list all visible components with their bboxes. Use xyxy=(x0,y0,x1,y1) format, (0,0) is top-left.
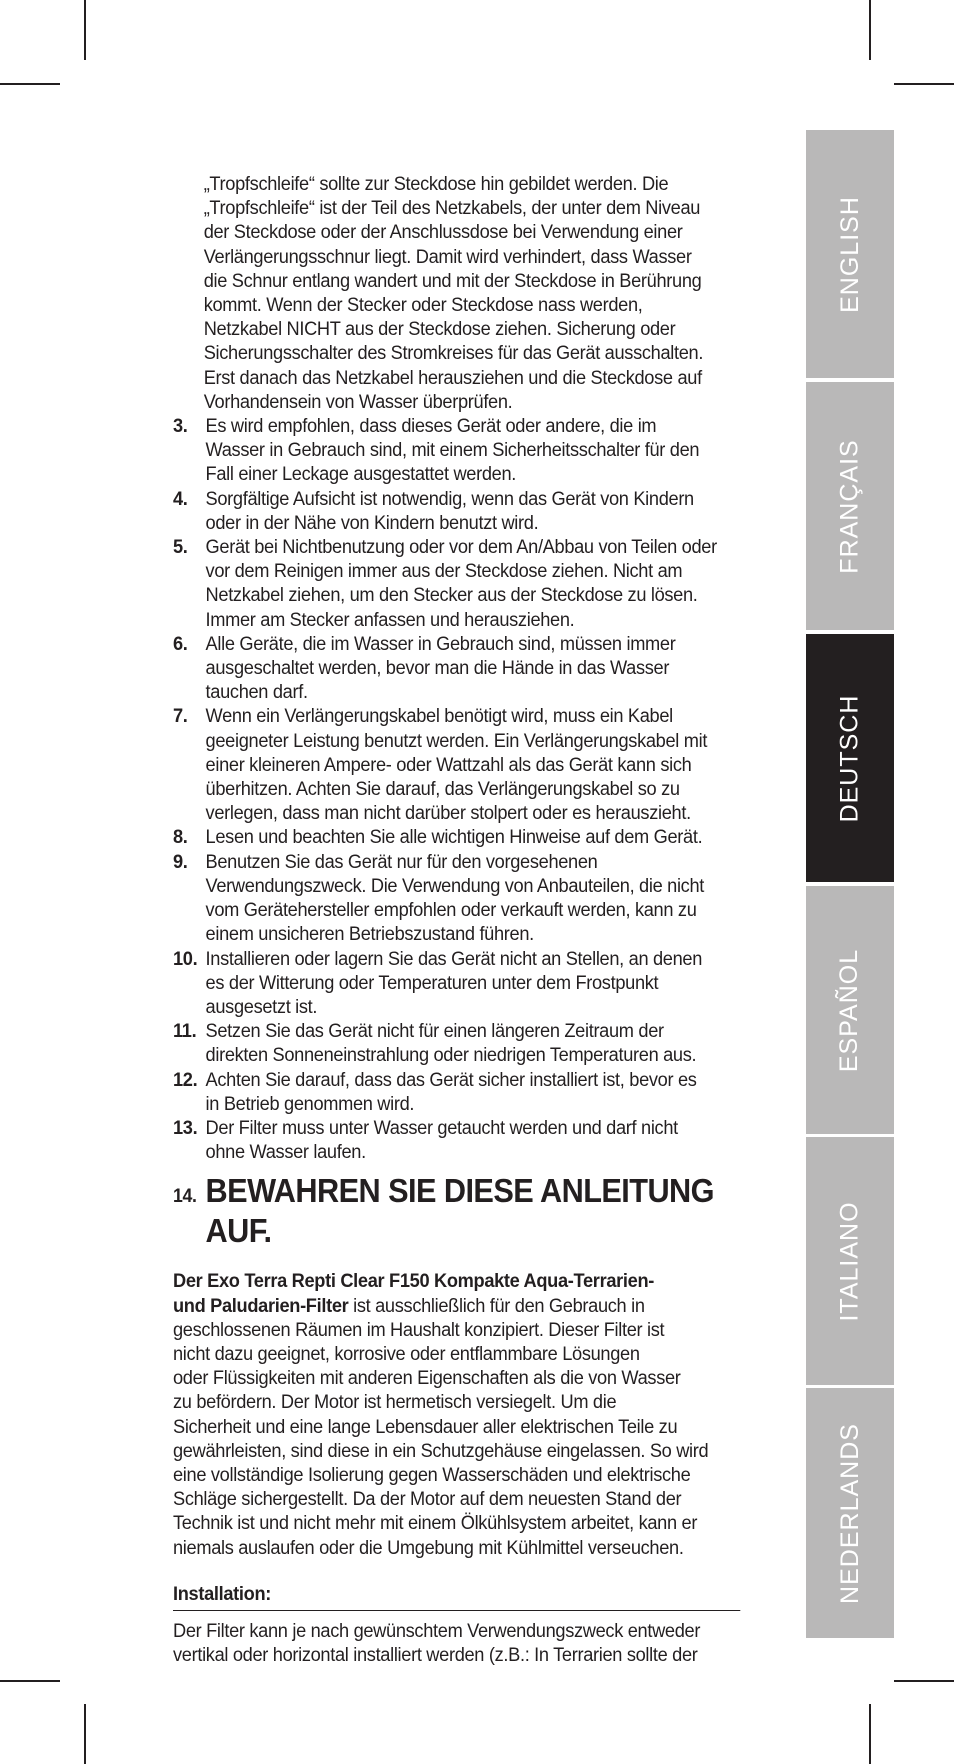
list-item-line: einem unsicheren Betriebszustand führen. xyxy=(205,923,534,946)
list-item-line: vom Gerätehersteller empfohlen oder verkauft werden, kann zu xyxy=(205,899,697,922)
list-text xyxy=(206,535,741,632)
list-item-14 xyxy=(173,1171,740,1251)
description-line: Schläge sichergestellt. Da der Motor auf dem neuesten Stand der xyxy=(173,1488,682,1511)
list-item xyxy=(173,414,740,487)
installation-heading: Installation: xyxy=(173,1582,740,1611)
installation-line: Der Filter kann je nach gewünschtem Verwendungszweck entweder xyxy=(173,1619,701,1642)
language-tab-nederlands[interactable] xyxy=(806,1388,894,1638)
intro-line: Erst danach das Netzkabel herausziehen und die Steckdose auf xyxy=(203,366,702,389)
list-item xyxy=(173,535,740,632)
description-line: oder Flüssigkeiten mit anderen Eigenschaften als die von Wasser xyxy=(173,1367,681,1390)
intro-line: der Steckdose oder der Anschlussdose bei Verwendung einer xyxy=(203,221,683,244)
list-number: 6. xyxy=(173,632,188,655)
list-number: 4. xyxy=(173,487,188,510)
list-item xyxy=(173,487,740,535)
list-number: 9. xyxy=(173,850,188,873)
list-item-line: Wenn ein Verlängerungskabel benötigt wird, muss ein Kabel xyxy=(205,705,673,728)
description-line: gewährleisten, sind diese in ein Schutzgehäuse eingelassen. So wird xyxy=(173,1439,709,1462)
list-number: 3. xyxy=(173,415,188,438)
list-item-line: Wasser in Gebrauch sind, mit einem Sicherheitsschalter für den xyxy=(205,439,700,462)
list-item-line: Gerät bei Nichtbenutzung oder vor dem An/Abbau von Teilen oder xyxy=(205,536,717,559)
crop-mark-bottom-left-horizontal xyxy=(0,1680,60,1682)
list-item-line: Alle Geräte, die im Wasser in Gebrauch sind, müssen immer xyxy=(205,632,676,655)
crop-mark-bottom-right-vertical xyxy=(869,1704,871,1764)
list-item-line: Verwendungszweck. Die Verwendung von Anbauteilen, die nicht xyxy=(205,874,705,897)
list-number: 5. xyxy=(173,536,188,559)
intro-line: Vorhandensein von Wasser überprüfen. xyxy=(203,390,513,413)
intro-line: die Schnur entlang wandert und mit der Steckdose in Berührung xyxy=(203,269,702,292)
list-item xyxy=(173,1116,740,1164)
intro-line: „Tropfschleife“ ist der Teil des Netzkabels, der unter dem Niveau xyxy=(203,197,701,220)
list-item-line: direkten Sonneneinstrahlung oder niedrigen Temperaturen aus. xyxy=(205,1044,697,1067)
description-line: nicht dazu geeignet, korrosive oder entflammbare Lösungen xyxy=(173,1342,640,1365)
list-item-line: ausgesetzt ist. xyxy=(205,995,318,1018)
list-item xyxy=(173,1019,740,1067)
list-text xyxy=(206,704,741,825)
list-item-line: in Betrieb genommen wird. xyxy=(205,1092,415,1115)
list-text xyxy=(206,1068,741,1116)
manual-page-content xyxy=(173,172,740,1667)
crop-mark-top-right-horizontal xyxy=(894,83,954,85)
list-number: 12. xyxy=(173,1068,198,1091)
list-number: 14. xyxy=(173,1186,197,1208)
list-text xyxy=(206,632,741,705)
product-description xyxy=(173,1269,740,1559)
list-text xyxy=(206,1116,741,1164)
crop-mark-top-right-vertical xyxy=(869,0,871,60)
list-item-line: Fall einer Leckage ausgestattet werden. xyxy=(205,463,516,486)
list-text xyxy=(206,825,741,849)
keep-instructions-heading: BEWAHREN SIE DIESE ANLEITUNG AUF. xyxy=(205,1172,714,1250)
language-tab-deutsch[interactable] xyxy=(806,634,894,882)
intro-line: Verlängerungsschnur liegt. Damit wird verhindert, dass Wasser xyxy=(203,245,692,268)
list-number: 10. xyxy=(173,947,198,970)
description-first-line-rest: ist ausschließlich für den Gebrauch in xyxy=(348,1294,645,1317)
language-tab-english[interactable] xyxy=(806,130,894,378)
list-item xyxy=(173,704,740,825)
language-tab-label: DEUTSCH xyxy=(835,694,864,822)
crop-mark-bottom-left-vertical xyxy=(84,1704,86,1764)
list-item-line: Lesen und beachten Sie alle wichtigen Hinweise auf dem Gerät. xyxy=(205,826,703,849)
list-item xyxy=(173,825,740,849)
list-text xyxy=(206,414,741,487)
list-item-line: oder in der Nähe von Kindern benutzt wird. xyxy=(205,511,539,534)
list-number: 8. xyxy=(173,826,188,849)
list-item xyxy=(173,850,740,947)
list-number: 11. xyxy=(173,1020,197,1043)
list-item-line: Benutzen Sie das Gerät nur für den vorgesehenen xyxy=(205,850,598,873)
crop-mark-top-left-vertical xyxy=(84,0,86,60)
list-item-line: einer kleineren Ampere- oder Wattzahl als das Gerät kann sich xyxy=(205,753,692,776)
list-item-line: tauchen darf. xyxy=(205,681,308,704)
safety-list xyxy=(173,414,740,1164)
list-text xyxy=(206,487,741,535)
list-number: 13. xyxy=(173,1116,198,1139)
crop-mark-bottom-right-horizontal xyxy=(894,1680,954,1682)
list-item xyxy=(173,947,740,1020)
list-item xyxy=(173,632,740,705)
list-item-line: verlegen, dass man nicht darüber stolpert oder es herauszieht. xyxy=(205,802,691,825)
description-line: Sicherheit und eine lange Lebensdauer aller elektrischen Teile zu xyxy=(173,1415,678,1438)
crop-mark-top-left-horizontal xyxy=(0,83,60,85)
list-text xyxy=(206,1019,741,1067)
language-tab-label: NEDERLANDS xyxy=(835,1422,864,1604)
list-number: 7. xyxy=(173,705,188,728)
description-line: eine vollständige Isolierung gegen Wasserschäden und elektrische xyxy=(173,1463,691,1486)
language-tab-label: FRANÇAIS xyxy=(835,438,864,574)
language-tab-label: ESPAÑOL xyxy=(835,948,864,1072)
list-item-line: Installieren oder lagern Sie das Gerät nicht an Stellen, an denen xyxy=(205,947,703,970)
description-line: Technik ist und nicht mehr mit einem Ölkühlsystem arbeitet, kann er xyxy=(173,1512,698,1535)
installation-text xyxy=(173,1619,740,1667)
list-item-line: Immer am Stecker anfassen und herausziehen. xyxy=(205,608,575,631)
list-item-line: es der Witterung oder Temperaturen unter dem Frostpunkt xyxy=(205,971,659,994)
list-item-line: Setzen Sie das Gerät nicht für einen längeren Zeitraum der xyxy=(205,1020,664,1043)
language-tab-label: ITALIANO xyxy=(835,1200,864,1322)
product-name-line-1: Der Exo Terra Repti Clear F150 Kompakte Aqua-Terrarien- xyxy=(173,1270,655,1293)
intro-line: Netzkabel NICHT aus der Steckdose ziehen. Sicherung oder xyxy=(203,318,676,341)
language-tab-français[interactable] xyxy=(806,382,894,630)
list-item-line: vor dem Reinigen immer aus der Steckdose ziehen. Nicht am xyxy=(205,560,683,583)
intro-line: „Tropfschleife“ sollte zur Steckdose hin gebildet werden. Die xyxy=(203,173,669,195)
list-item-line: Der Filter muss unter Wasser getaucht werden und darf nicht xyxy=(205,1116,678,1139)
installation-line: vertikal oder horizontal installiert werden (z.B.: In Terrarien sollte der xyxy=(173,1644,698,1667)
list-item-line: Achten Sie darauf, dass das Gerät sicher installiert ist, bevor es xyxy=(205,1068,697,1091)
language-tab-label: ENGLISH xyxy=(835,195,864,313)
intro-line: Sicherungsschalter des Stromkreises für das Gerät ausschalten. xyxy=(203,342,704,365)
list-item-line: geeigneter Leistung benutzt werden. Ein Verlängerungskabel mit xyxy=(205,729,708,752)
intro-paragraph xyxy=(173,172,740,414)
list-item-line: ohne Wasser laufen. xyxy=(205,1141,366,1164)
description-line: niemals auslaufen oder die Umgebung mit Kühlmittel verseuchen. xyxy=(173,1536,684,1559)
list-item-line: Es wird empfohlen, dass dieses Gerät oder andere, die im xyxy=(205,415,657,438)
language-tab-italiano[interactable] xyxy=(806,1137,894,1385)
list-item xyxy=(173,1068,740,1116)
list-item-line: Netzkabel ziehen, um den Stecker aus der Steckdose zu lösen. xyxy=(205,584,698,607)
list-item-line: Sorgfältige Aufsicht ist notwendig, wenn das Gerät von Kindern xyxy=(205,487,694,510)
intro-line: kommt. Wenn der Stecker oder Steckdose nass werden, xyxy=(203,294,643,317)
list-item-line: überhitzen. Achten Sie darauf, das Verlängerungskabel so zu xyxy=(205,778,680,801)
description-line: zu befördern. Der Motor ist hermetisch versiegelt. Um die xyxy=(173,1391,617,1414)
description-line: geschlossenen Räumen im Haushalt konzipiert. Dieser Filter ist xyxy=(173,1318,665,1341)
list-item-line: ausgeschaltet werden, bevor man die Hände in das Wasser xyxy=(205,657,670,680)
list-text xyxy=(206,850,741,947)
language-tab-español[interactable] xyxy=(806,886,894,1134)
list-text xyxy=(206,947,741,1020)
product-name-line-2: und Paludarien-Filter xyxy=(173,1294,349,1317)
